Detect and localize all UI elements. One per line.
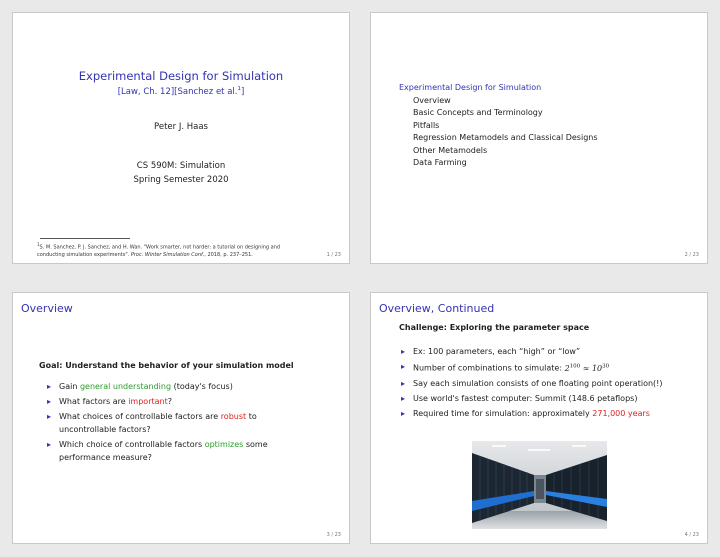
footnote-line2c: , 2018, p. 237–251. [204,252,253,259]
math-expression: $2^{100} \approx 10^{30}$ [564,363,610,373]
course-info [13,159,349,187]
page-number: 1 / 23 [326,252,341,258]
footnote [37,241,327,260]
supercomputer-photo [472,441,607,529]
footnote-venue: Proc. Winter Simulation Conf. [130,252,205,259]
author: Peter J. Haas [154,122,208,132]
highlight-text: 271,000 years [592,408,650,418]
toc-item-other-metamodels[interactable]: Other Metamodels [413,145,488,155]
slide-title [12,12,350,264]
bullet-list [399,345,699,422]
title-references: [Law, Ch. 12][Sanchez et al.$^1$] [117,86,245,97]
footnote-mark: 1 [37,242,40,247]
ref-law[interactable]: Law, Ch. 12 [121,86,171,97]
highlight-text: optimizes [204,440,244,449]
toc-item-basic-concepts[interactable]: Basic Concepts and Terminology [413,108,543,118]
list-item: ▸ Which choice of controllable factors optimizes some performance measure? [45,438,315,464]
presentation-title: Experimental Design for Simulation [78,69,284,83]
toc-item-data-farming[interactable]: Data Farming [413,158,467,168]
page-number: 3 / 23 [326,532,341,538]
table-of-contents [399,83,598,169]
highlight-text: general understanding [79,382,172,391]
supercomputer-image [472,441,607,529]
course-name: CS 590M: Simulation [136,161,226,171]
challenge-statement: Challenge: Exploring the parameter space [399,323,590,332]
list-item: ▸ Use world's fastest computer: Summit (148.6 petaflops) [399,392,699,405]
list-item: ▸ Required time for simulation: approximately 271,000 years [399,407,699,420]
highlight-text: important [128,397,168,406]
ref-sanchez[interactable]: Sanchez et al. [177,86,238,97]
toc-item-pitfalls[interactable]: Pitfalls [413,120,440,130]
frame-title: Overview [21,302,73,315]
toc-item-regression[interactable]: Regression Metamodels and Classical Designs [413,133,598,143]
list-item: ▸ Gain general understanding (today's focus) [45,380,315,393]
highlight-text: robust [220,412,247,421]
slide-overview [12,292,350,544]
footnote-line2a: conducting simulation experiments". [37,252,131,259]
slide-overview-continued [370,292,708,544]
list-item: ▸ What choices of controllable factors are robust to uncontrollable factors? [45,410,315,436]
ref-footnote-mark: 1 [237,86,241,92]
slide-outline [370,12,708,264]
semester: Spring Semester 2020 [133,175,229,185]
list-item: ▸ Number of combinations to simulate: $2^{100} \approx 10^{30}$ [399,360,699,375]
list-item: ▸ Ex: 100 parameters, each “high” or “low” [399,345,699,358]
frame-title: Overview, Continued [379,302,495,315]
toc-item-overview[interactable]: Overview [413,96,451,105]
list-item: ▸ What factors are important? [45,395,315,408]
list-item: ▸ Say each simulation consists of one floating point operation(!) [399,377,699,390]
footnote-rule [40,238,130,239]
page-number: 2 / 23 [684,252,699,258]
footnote-line1: S. M. Sanchez, P. J. Sanchez, and H. Wan. "Work smarter, not harder: a tutorial on designing and [39,244,281,251]
page-number: 4 / 23 [684,532,699,538]
goal-statement: Goal: Understand the behavior of your simulation model [39,361,294,370]
toc-section[interactable]: Experimental Design for Simulation [399,83,542,92]
bullet-list [45,380,315,466]
